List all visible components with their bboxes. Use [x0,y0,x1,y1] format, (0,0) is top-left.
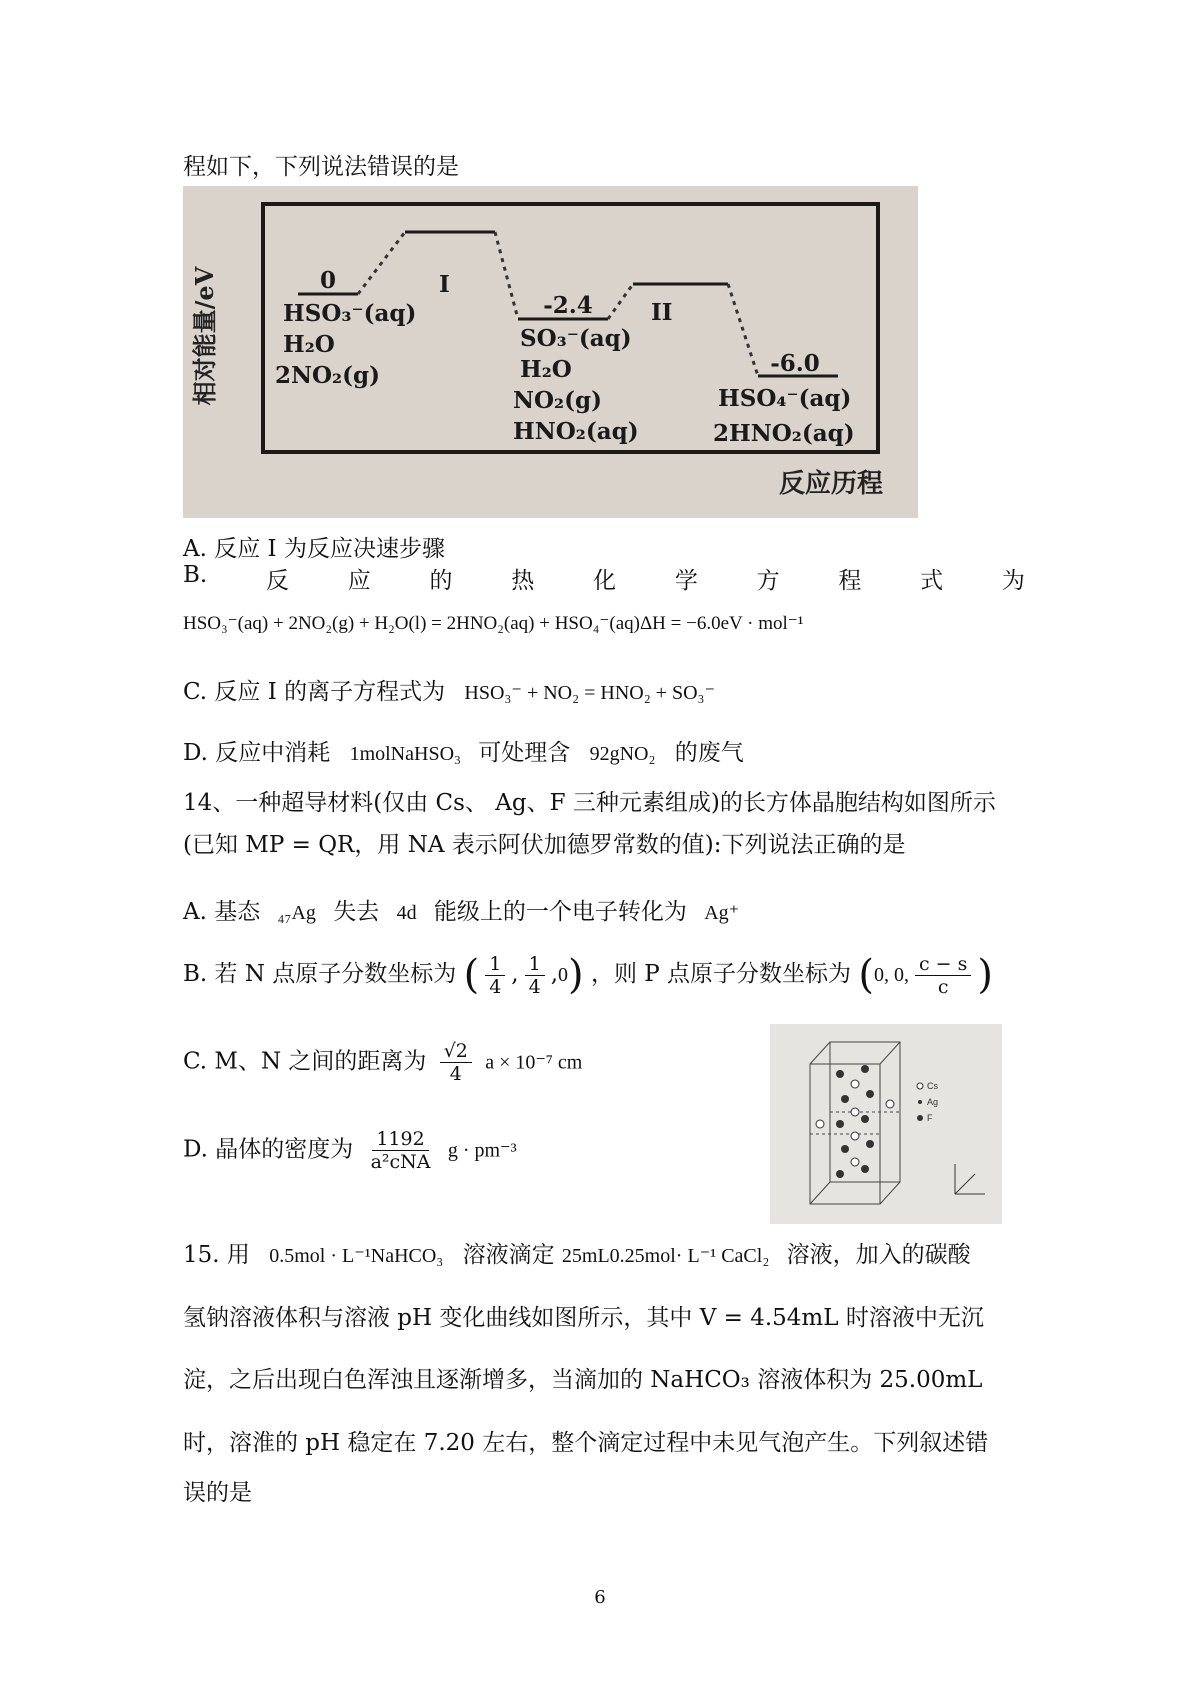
s2-species-2: 2HNO₂(aq) [713,420,855,447]
q14-option-d: D. 晶体的密度为 $\frac{1192}{\text{a²cNA}}$ g · pm⁻³ [183,1128,517,1173]
s0-value: 0 [319,267,337,294]
q13-option-b-equation: HSO₃⁻(aq) + 2NO₂(g) + H₂O(l) = 2HNO₂(aq) + HSO₄⁻(aq)ΔH = −6.0eV · mol⁻¹ [183,613,804,634]
q14-stem-line-1: 14、一种超导材料(仅由 Cs、 Ag、F 三种元素组成)的长方体晶胞结构如图所示 [183,790,996,816]
q15-line-4: 时，溶淮的 pH 稳定在 7.20 左右，整个滴定过程中未见气泡产生。下列叙述错 [183,1430,989,1456]
s0-species-1: HSO₃⁻(aq) [283,300,417,327]
s1-value: -2.4 [543,292,593,319]
s1-species-3: NO₂(g) [513,387,602,414]
s1-species-2: H₂O [520,356,572,383]
q14-option-b: B. 若 N 点原子分数坐标为 ( $\frac{1}{4}$ , $\frac{1}{4}$ ,0) ，则 P 点原子分数坐标为 (0, 0, $\frac{c - s}{c}$ ) [183,952,993,998]
legend-ag: Ag [927,1097,939,1107]
diagram-xlabel: 反应历程 [778,469,883,499]
intro-line: 程如下，下列说法错误的是 [183,154,459,180]
q15-line-2: 氢钠溶液体积与溶液 pH 变化曲线如图所示，其中 V = 4.54mL 时溶液中无沉 [183,1305,984,1331]
legend-f: F [927,1113,933,1123]
q13-option-a: A. 反应 I 为反应决速步骤 [183,536,445,562]
legend-cs: Cs [927,1081,938,1091]
diagram-ylabel: 相对能量/eV [190,266,219,406]
s2-value: -6.0 [770,350,820,377]
q14-stem-line-2: (已知 MP = QR，用 NA 表示阿伏加德罗常数的值):下列说法正确的是 [183,832,906,858]
s0-species-2: H₂O [283,331,335,358]
step2-label: II [651,299,673,326]
energy-diagram [183,186,918,518]
s0-species-3: 2NO₂(g) [275,362,380,389]
q13-option-c: C. 反应 I 的离子方程式为 HSO₃⁻ + NO₂ = HNO₂ + SO₃⁻ [183,679,716,705]
q15-line-1: 15. 用 0.5mol · L⁻¹NaHCO₃ 溶液滴定 25mL0.25mol· L⁻¹ CaCl₂ 溶液，加入的碳酸 [183,1242,971,1268]
q13-option-d: D. 反应中消耗 1molNaHSO₃ 可处理含 92gNO₂ 的废气 [183,740,744,766]
q13-option-b-line: B. 反 应 的 热 化 学 方 程 式 为 [183,562,1025,594]
crystal-cell-figure [770,1024,1002,1224]
page-number: 6 [594,1587,606,1608]
s2-species-1: HSO₄⁻(aq) [718,385,852,412]
q14-option-a: A. 基态 ₄₇Ag 失去 4d 能级上的一个电子转化为 Ag⁺ [183,899,740,925]
q15-line-5: 误的是 [183,1480,252,1506]
q14-option-c: C. M、N 之间的距离为 $\frac{√2}{4}$ a × 10⁻⁷ cm [183,1040,583,1085]
q15-line-3: 淀，之后出现白色浑浊且逐渐增多，当滴加的 NaHCO₃ 溶液体积为 25.00mL [183,1367,983,1393]
s1-species-4: HNO₂(aq) [513,418,639,445]
step1-label: I [439,271,450,298]
s1-species-1: SO₃⁻(aq) [520,325,632,352]
